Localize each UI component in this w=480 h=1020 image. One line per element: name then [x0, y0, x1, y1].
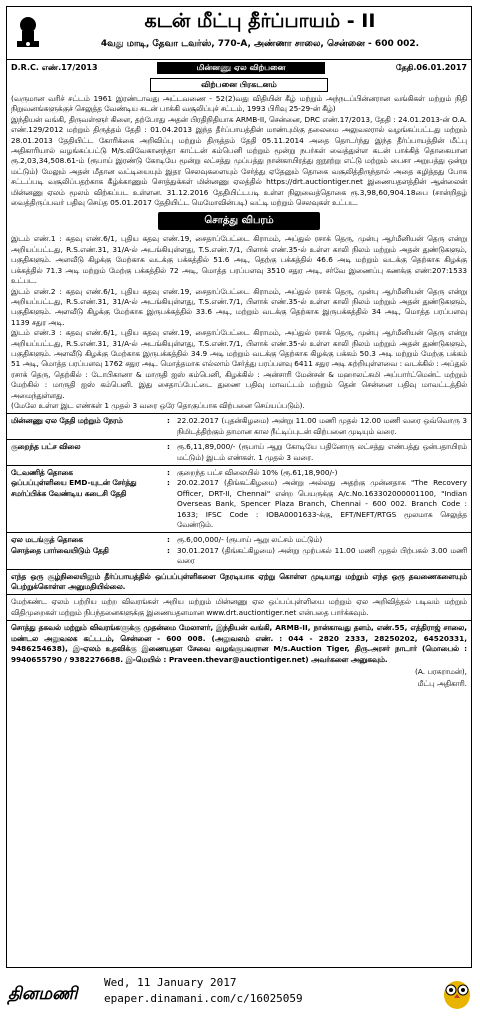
logo-text: தினமணி — [8, 984, 78, 1004]
epaper-url[interactable]: epaper.dinamani.com/c/16025059 — [104, 992, 303, 1005]
drc-number: D.R.C. எண்.17/2013 — [11, 63, 98, 72]
term-row: ஏல மடங்குத் தொகை : ரூ.6,00,000/- (ரூபாய் ஆறு லட்சம் மட்டும்) — [11, 535, 467, 545]
closing-note-2: மேற்கண்ட ஏலம் பற்றிய மற்ற விவரங்கள் அறிய மற்றும் மின்னணு ஏல ஒப்பப்புள்ளியை மற்றும் ஏல அறிவித்தல் படிவம் மற்றும் விதிமுறைகள் மற்றும் நிபந்தனைகளுக்கு இணையதளமான www.drt.auctiontiger.net என்பதை பார்க்கவும். — [11, 597, 467, 617]
closing-note-1: எந்த ஒரு சூழ்நிலையிலும் தீர்ப்பாயத்தில் ஒப்பப்புள்ளிகளை நேரடியாக ஏற்று கொள்ள முடியாது மற்றும் எந்த ஒரு தவணைகளையும் பெற்றுக்கொள்ள அனுமதியில்லை. — [11, 571, 467, 592]
term-value: ரூ.6,11,89,000/- (ரூபாய் ஆறு கோடியே பதினோரு லட்சத்து எண்பத்து ஒன்பதாயிரம் மட்டும்) இடம் எண்கள். 1 முதல் 3 வரை. — [177, 442, 467, 462]
signatory-title: மீட்பு அதிகாரி. — [417, 678, 467, 688]
term-label: மின்னணு ஏல தேதி மற்றும் நேரம் — [11, 416, 123, 426]
notice-date: தேதி.06.01.2017 — [395, 63, 467, 72]
auction-notice — [6, 6, 472, 968]
term-value: குறைந்த பட்ச விலையில் 10% (ரூ.61,18,900/-) — [177, 468, 338, 477]
term-row: சொத்தை பார்வையிடும் தேதி : 30.01.2017 (திங்கட்கிழமை) அன்று முற்பகல் 11.00 மணி முதல் பிற்பகல் 3.00 மணி வரை — [11, 545, 467, 566]
property-lot-1: இடம் எண்.1 : கதவு எண்.6/1, புதிய கதவு எண்.19, சைதாப்பேட்டை கிராமம், அப்துல் ரசாக் தெரு, முன்பு ஆர்மீனியன் தெரு என்று அறியப்பட்டது, R.S.எண்.31, 31/A-ல் அடங்கியுள்ளது, T.S.எண்.7/1, பிளாக் எண்.35-ல் உள்ள காலி நிலம் மற்றும் அதன் துண்டுகளும், பகுதிகளும். அளவீடு கிழக்கு மேற்காக வடக்கு பக்கத்தில் 51.6 அடி, தெற்கு பக்கத்தில் 46.6 அடி மற்றும் வடக்கு தெற்காக கிழக்கு பக்கத்தில் 71.3 அடி மற்றும் மேற்கு பக்கத்தில் 72 அடி, மொத்த பரப்பளவு 3510 சதுர அடி, சர்வே இணைப்பு கணக்கு எண்:207:1533 உட்பட. — [11, 234, 467, 286]
term-value: 20.02.2017 (திங்கட்கிழமை) அன்று அல்லது அதற்கு முன்னதாக "The Recovery Officer, DRT-II, Chennai" என்ற பெயருக்கு A/c.No.163302000001100, "Indian Overseas Bank, Spencer Plaza Branch, Chennai - 600 002. Branch Code : 1633; IFSC Code : IOBA0001633-க்கு, EFT/NEFT/RTGS மூலமாக செலுத்த வேண்டும். — [177, 478, 467, 530]
term-value: 22.02.2017 (புதன்கிழமை) அன்று 11.00 மணி முதல் 12.00 மணி வரை ஒவ்வொரு 3 நிமிடத்திற்கும் தாமான கால நீட்டிப்புடன் விற்பனை முடியும் வரை. — [177, 416, 467, 436]
term-label: ஒப்பப்புள்ளியை EMD-யுடன் சேர்த்து சமர்ப்பிக்க வேண்டிய கடைசி தேதி — [11, 478, 137, 498]
owl-mascot-icon — [440, 976, 474, 1010]
property-note: (மேலே உள்ள இட எண்கள் 1 முதல் 3 வரை ஒரே தொகுப்பாக விற்பனை செய்யப்படும்). — [11, 400, 305, 410]
reference-row — [7, 60, 471, 76]
proclamation-body: இந்தியன் வங்கி, திருவள்ளூர் கிளை, தற்போது அதன் பிரதிநிதியாக ARMB-II, சென்னை, DRC எண்.17/2013, தேதி : 24.01.2013-ன் O.A. எண்.129/2012 மற்றும் திருத்தம் தேதி : 01.04.2013 இந்த தீர்ப்பாயத்தின் மாண்புமிகு தலைமை அலுவலரால் வழங்கப்பட்டது மற்றும் 28.01.2013 தேதியிட்ட கோரிக்கை அறிவிப்பு மற்றும் திருத்தம் தேதி 05.11.2014 அதை தொடர்ந்து இந்த தீர்ப்பாயத்தின் மீட்பு அதிகாரியால் வழங்கப்பட்டு M/s.விவேகானந்தா காட்டன் கம்பெனி மற்றும் மூன்று நபர்கள் வைத்துள்ள கடன் பாக்கித் தொகையான ரூ.2,03,34,508.61-ம் (ரூபாய் இரண்டு கோடியே மூன்று லட்சத்து முப்பத்து நான்காயிரத்து ஐநூற்று எட்டு மற்றும் பைசா அறுபத்து ஒன்று மட்டும்) மேலும் அதன் மீதான வட்டியையும் இதர செலவுகளையும் சேர்த்து ஏதேனும் தொகை வசூலித்திருந்தால் அதை கழித்தது போக சட்டப்படி வசூலிப்பதற்காக கீழ்க்காணும் சொத்துக்கள் மின்னணு ஏலத்தில் https://drt.auctiontiger.net இணையதளத்தின் ஆன்லைன் மின்னணு ஏலம் மூலம் விற்கப்பட உள்ளன. 31.12.2016 தேதியிட்டபடி உள்ள நிலுவைத்தொகை ரூ.3,98,60,904.18பை (சான்றிதழ் வைத்திருப்பவர் பதிவு செய்த 05.01.2017 தேதியிட்ட மெமோவின்படி) வட்டி மற்றும் செலவுகள் உட்பட. — [11, 114, 467, 208]
notice-header — [7, 7, 471, 60]
term-row: டேவணித் தொகை : குறைந்த பட்ச விலையில் 10% (ரூ.61,18,900/-) — [11, 468, 467, 478]
term-label: சொத்தை பார்வையிடும் தேதி — [11, 545, 109, 555]
property-heading: சொத்து விபரம் — [158, 212, 320, 230]
tribunal-address: 4வது மாடி, தேவா டவர்ஸ், 770-A, அண்ணா சாலை, சென்னை - 600 002. — [100, 39, 420, 49]
property-lot-2: இடம் எண்.2 : கதவு எண்.6/1, புதிய கதவு எண்.19, சைதாப்பேட்டை கிராமம், அப்துல் ரசாக் தெரு, முன்பு ஆர்மீனியன் தெரு என்று அறியப்பட்டது, R.S.எண்.31, 31/A-ல் அடங்கியுள்ளது, T.S.எண்.7/1, பிளாக் எண்.35-ல் உள்ள காலி நிலம் மற்றும் அதன் துண்டுகளும், பகுதிகளும். அளவீடு கிழக்கு மேற்காக இருபக்கத்தில் 33.6 அடி, மற்றும் வடக்கு தெற்காக இருபக்கத்தில் 34 அடி, மொத்த பரப்பளவு 1139 சதுர அடி. — [11, 286, 467, 327]
divider — [7, 594, 471, 595]
term-row: மின்னணு ஏல தேதி மற்றும் நேரம் : 22.02.2017 (புதன்கிழமை) அன்று 11.00 மணி முதல் 12.00 மணி வரை ஒவ்வொரு 3 நிமிடத்திற்கும் தாமான கால நீட்டிப்புடன் விற்பனை முடியும் வரை. — [11, 416, 467, 436]
epaper-footer — [0, 970, 480, 1020]
eauction-heading: மின்னணு ஏல விற்பனை — [157, 62, 325, 74]
term-value: 30.01.2017 (திங்கட்கிழமை) அன்று முற்பகல் 11.00 மணி முதல் பிற்பகல் 3.00 மணி வரை — [177, 545, 467, 566]
national-emblem-icon — [13, 11, 43, 51]
term-label: குறைந்த பட்ச விலை — [11, 442, 81, 452]
property-lot-3: இடம் எண்.3 : கதவு எண்.6/1, புதிய கதவு எண்.19, சைதாப்பேட்டை கிராமம், அப்துல் ரசாக் தெரு, முன்பு ஆர்மீனியன் தெரு என்று அறியப்பட்டது, R.S.எண்.31, 31/A-ல் அடங்கியுள்ளது, T.S.எண்.7/1, பிளாக் எண்.35-ல் உள்ள காலி நிலம் மற்றும் அதன் துண்டுகளும், பகுதிகளும். அளவீடு கிழக்கு மேற்காக இருபக்கத்தில் 34.9 அடி மற்றும் வடக்கு தெற்காக கிழக்கு பக்கம் 50.3 அடி மற்றும் மேற்கு பக்கம் 51 அடி, மொத்த பரப்பளவு 1762 சதுர அடி. மொத்தமாக எல்லாம் சேர்த்து பரப்பளவு 6411 சதுர அடி சுற்றியுள்ளவை : வடக்கில் : அப்துல் ரசாக் தெரு, தெற்கில் : டோபிகானா & மாருதி ஐஸ் கம்பெனி, கிழக்கில் : அன்சாரி மேன்சன் & மஹாலட்சுமி அப்பார்ட்மென்ட் மற்றும் மேற்கில் : மாருதி ஐஸ் கம்பெனி. இது சைதாப்பேட்டை துணை பதிவு மாவட்டம் மற்றும் தென் சென்னை பதிவு மாவட்டத்தில் அமைந்துள்ளது. — [11, 328, 467, 400]
term-row: ஒப்பப்புள்ளியை EMD-யுடன் சேர்த்து சமர்ப்பிக்க வேண்டிய கடைசி தேதி : 20.02.2017 (திங்கட்கிழமை) அன்று அல்லது அதற்கு முன்னதாக "The Recovery Officer, DRT-II, Chennai" என்ற பெயருக்கு A/c.No.163302000001100, "Indian Overseas Bank, Spencer Plaza Branch, Chennai - 600 002. Branch Code : 1633; IFSC Code : IOBA0001633-க்கு, EFT/NEFT/RTGS மூலமாக செலுத்த வேண்டும். — [11, 478, 467, 530]
term-label: டேவணித் தொகை — [11, 468, 73, 477]
term-label: ஏல மடங்குத் தொகை — [11, 535, 83, 545]
signatory-name: (A. பரசுராமன்), — [414, 666, 467, 676]
divider — [7, 413, 471, 414]
divider — [7, 620, 471, 621]
contact-details: சொத்து தகவல் மற்றும் விவரங்களுக்கு முதன்மை மேலாளர், இந்தியன் வங்கி, ARMB-II, நான்காவது தளம், எண்.55, எத்திராஜ் சாலை, மண்டல அலுவலக கட்டடம், சென்னை - 600 008. (அலுவலம் எண். : 044 - 2820 2333, 28250202, 64520331, 9486254638), இ-ஏலம் உதவிக்கு இணையதள சேவை வழங்குபவரான M/s.Auction Tiger, திரு.அரசர் நாடார் (மொபைல் : 9940655790 / 9382276688. இ-மெயில் : Praveen.thevar@auctiontiger.net) அவர்களை அனுகவும். — [11, 623, 467, 664]
divider — [7, 465, 471, 466]
tribunal-title: கடன் மீட்பு தீர்ப்பாயம் - II — [144, 10, 376, 32]
term-row: குறைந்த பட்ச விலை : ரூ.6,11,89,000/- (ரூபாய் ஆறு கோடியே பதினோரு லட்சத்து எண்பத்து ஒன்பதாயிரம் மட்டும்) இடம் எண்கள். 1 முதல் 3 வரை. — [11, 442, 467, 462]
term-value: ரூ.6,00,000/- (ரூபாய் ஆறு லட்சம் மட்டும்) — [177, 535, 323, 545]
divider — [7, 439, 471, 440]
edition-date: Wed, 11 January 2017 — [104, 976, 237, 989]
dinamani-logo — [6, 978, 98, 1006]
proclamation-banner: விற்பனை பிரகடனம் — [150, 78, 328, 92]
divider — [7, 569, 471, 570]
divider — [7, 532, 471, 533]
proclamation-act-text: (வருமான வரிச் சட்டம் 1961 இரண்டாவது அட்டவணை - 52(2)வது விதியின் கீழ் மற்றும் அந்நடப்பின்னரான வங்கிகள் மற்றும் நிதி நிறுவனங்களுக்குச் செலுத்த வேண்டிய கடன் பாக்கி வசூலிப்புச் சட்டம், 1993 பிரிவு 25-29-ன் கீழ்) — [11, 94, 467, 114]
